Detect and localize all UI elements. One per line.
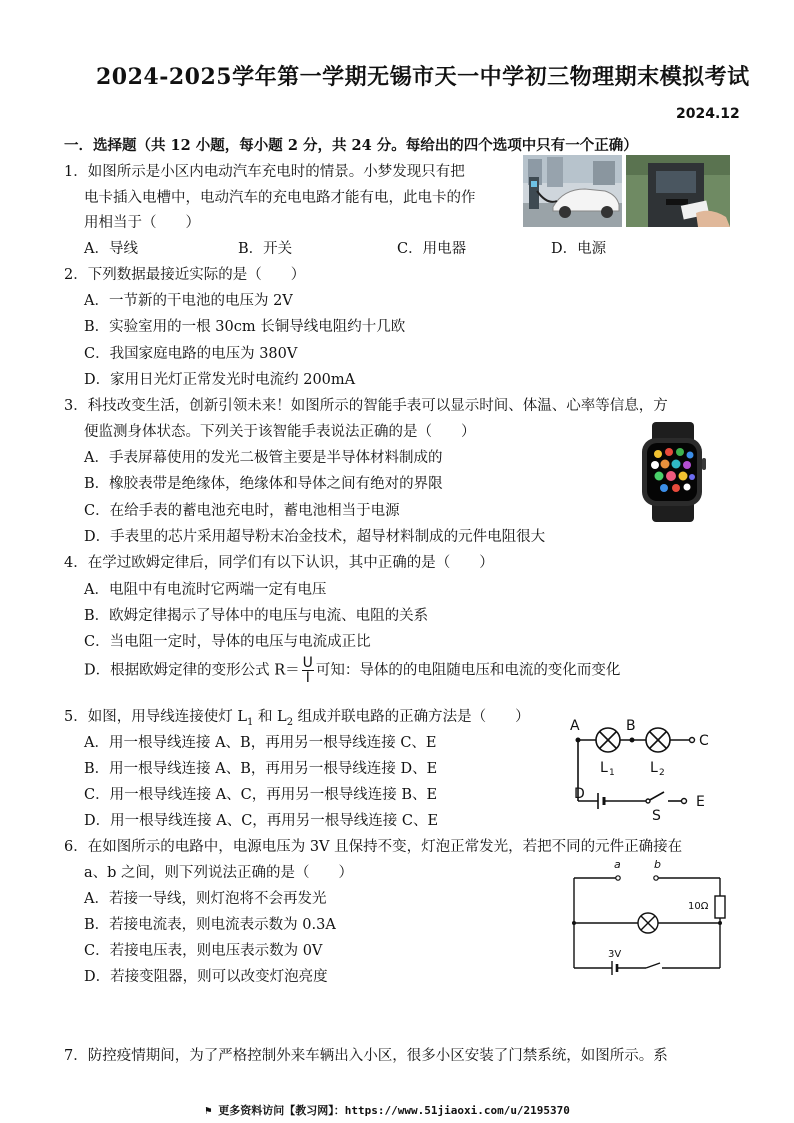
switch-label-s: S: [652, 808, 661, 824]
q6-circuit-diagram: [566, 856, 730, 980]
lamp-label-l2-sub: 2: [659, 768, 665, 778]
lamp-label-l1: L: [600, 760, 608, 776]
q5-option-a: A．用一根导线连接 A、B，再用另一根导线连接 C、E: [84, 735, 437, 751]
q3-option-c: C．在给手表的蓄电池充电时，蓄电池相当于电源: [84, 503, 400, 519]
q4-stem: 4．在学过欧姆定律后，同学们有以下认识，其中正确的是（ ）: [64, 555, 494, 571]
battery-voltage-label: 3V: [608, 949, 622, 960]
ohm-formula-fraction: [302, 656, 314, 685]
section-heading: 一．选择题（共 12 小题，每小题 2 分，共 24 分。每给出的四个选项中只有一个正确）: [64, 137, 638, 154]
terminal-label-b: b: [654, 858, 661, 871]
flag-icon: ⚑: [205, 1104, 219, 1117]
q1-line3: 用相当于（ ）: [84, 215, 200, 231]
footer-link-text[interactable]: [205, 1102, 570, 1118]
q1-line1: 1．如图所示是小区内电动汽车充电时的情景。小梦发现只有把: [64, 164, 465, 180]
q5-l1-subscript: 1: [246, 716, 254, 728]
q6-option-a: A．若接一导线，则灯泡将不会再发光: [84, 891, 327, 907]
q1-option-d: D．电源: [551, 241, 607, 257]
q2-option-a: A．一节新的干电池的电压为 2V: [84, 293, 293, 309]
q3-option-b: B．橡胶表带是绝缘体，绝缘体和导体之间有绝对的界限: [84, 476, 443, 492]
q5-stem-part2: 和 L: [253, 709, 287, 725]
lamp-label-l2: L: [650, 760, 658, 776]
q5-option-b: B．用一根导线连接 A、B，再用另一根导线连接 D、E: [84, 761, 438, 777]
q3-option-a: A．手表屏幕使用的发光二极管主要是半导体材料制成的: [84, 450, 443, 466]
q1-option-a: A．导线: [84, 241, 138, 257]
q5-option-d: D．用一根导线连接 A、C，再用另一根导线连接 C、E: [84, 813, 439, 829]
exam-date: 2024.12: [676, 106, 740, 122]
smartwatch-image: [638, 422, 708, 522]
q4-option-d: [84, 656, 620, 685]
q3-line2: 便监测身体状态。下列关于该智能手表说法正确的是（ ）: [84, 424, 476, 440]
q4-option-a: A．电阻中有电流时它两端一定有电压: [84, 582, 327, 598]
q2-option-b: B．实验室用的一根 30cm 长铜导线电阻约十几欧: [84, 319, 406, 335]
q4-option-b: B．欧姆定律揭示了导体中的电压与电流、电阻的关系: [84, 608, 429, 624]
footer-text[interactable]: 更多资料访问【教习网】：https://www.51jiaoxi.com/u/2195370: [218, 1104, 570, 1117]
q6-option-b: B．若接电流表，则电流表示数为 0.3A: [84, 917, 336, 933]
q6-option-c: C．若接电压表，则电压表示数为 0V: [84, 943, 323, 959]
q6-line2: a、b 之间，则下列说法正确的是（ ）: [84, 865, 354, 881]
q4-option-d-prefix: D．根据欧姆定律的变形公式 R＝: [84, 662, 300, 679]
q6-line1: 6．在如图所示的电路中，电源电压为 3V 且保持不变，灯泡正常发光，若把不同的元件正确接在: [64, 839, 683, 855]
fraction-numerator: U: [302, 655, 313, 671]
q5-option-c: C．用一根导线连接 A、C，再用另一根导线连接 B、E: [84, 787, 438, 803]
q5-circuit-diagram: [560, 712, 730, 824]
node-label-c: C: [699, 733, 709, 749]
q7-line1: 7．防控疫情期间，为了严格控制外来车辆出入小区，很多小区安装了门禁系统，如图所示。系: [64, 1048, 668, 1064]
q3-option-d: D．手表里的芯片采用超导粉末冶金技术，超导材料制成的元件电阻很大: [84, 529, 546, 545]
q6-option-d: D．若接变阻器，则可以改变灯泡亮度: [84, 969, 328, 985]
lamp-label-l1-sub: 1: [609, 768, 615, 778]
card-slot-photo: [626, 155, 730, 227]
q5-stem-part1: 5．如图，用导线连接使灯 L: [64, 709, 247, 725]
q5-l2-subscript: 2: [286, 716, 294, 728]
q1-option-b: B．开关: [238, 241, 293, 257]
q4-option-c: C．当电阻一定时，导体的电压与电流成正比: [84, 634, 371, 650]
q2-option-d: D．家用日光灯正常发光时电流约 200mA: [84, 372, 356, 388]
q1-option-c: C．用电器: [397, 241, 467, 257]
q4-option-d-suffix: 可知：导体的的电阻随电压和电流的变化而变化: [315, 662, 621, 679]
q3-line1: 3．科技改变生活，创新引领未来！如图所示的智能手表可以显示时间、体温、心率等信息，方: [64, 398, 668, 414]
node-label-b: B: [626, 718, 636, 734]
node-label-d: D: [574, 786, 585, 802]
node-label-a: A: [570, 718, 580, 734]
resistor-label: 10Ω: [688, 901, 709, 912]
q5-stem: [64, 705, 530, 728]
q2-option-c: C．我国家庭电路的电压为 380V: [84, 346, 298, 362]
q1-line2: 电卡插入电槽中，电动汽车的充电电路才能有电，此电卡的作: [84, 190, 476, 206]
q5-stem-part3: 组成并联电路的正确方法是（ ）: [293, 709, 530, 725]
ev-charging-photo: [523, 155, 622, 227]
node-label-e: E: [696, 794, 705, 810]
fraction-denominator: I: [305, 670, 310, 686]
q2-stem: 2．下列数据最接近实际的是（ ）: [64, 267, 306, 283]
terminal-label-a: a: [614, 858, 621, 871]
page-title: 2024-2025学年第一学期无锡市天一中学初三物理期末模拟考试: [96, 64, 750, 90]
